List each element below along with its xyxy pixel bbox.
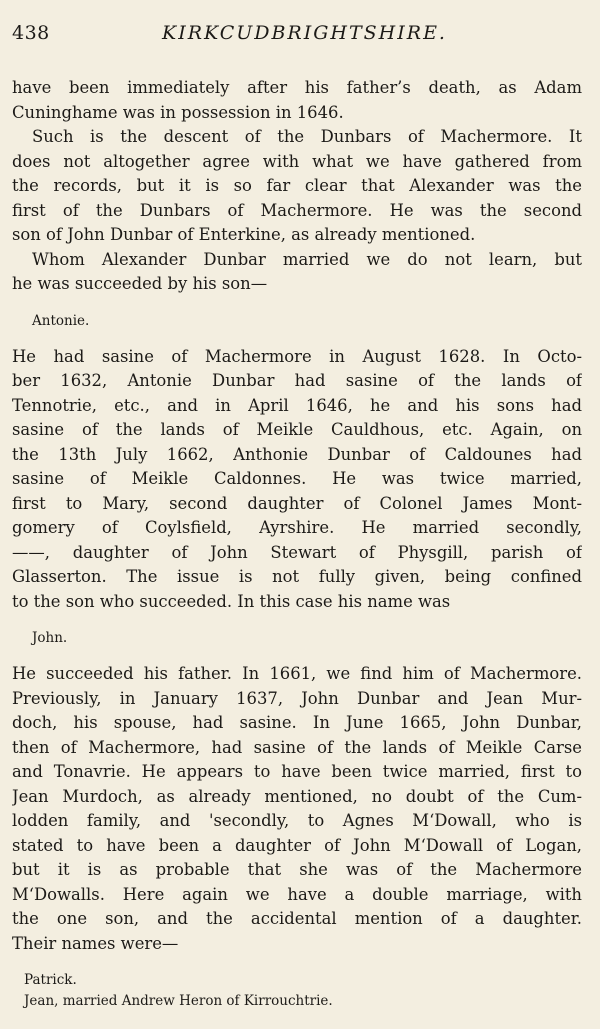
heading-antonie: Antonie.: [32, 312, 90, 329]
text-line: M‘Dowalls. Here again we have a double marriage, with: [12, 884, 582, 904]
paragraph-4: [12, 345, 582, 615]
text-line: ber 1632, Antonie Dunbar had sasine of the lands of: [12, 371, 582, 390]
text-line: Glasserton. The issue is not fully given, being confined: [12, 567, 582, 586]
page-header: [12, 22, 586, 50]
page-number: 438: [12, 22, 50, 44]
page-body: [12, 76, 582, 1012]
text-line: the records, but it is so far clear that Alexander was the: [12, 176, 582, 195]
text-line: Tennotrie, etc., and in April 1646, he and his sons had: [12, 395, 582, 415]
text-line: doch, his spouse, had sasine. In June 1665, John Dunbar,: [12, 713, 582, 732]
text-line: Cuninghame was in possession in 1646.: [12, 102, 344, 122]
text-line: Their names were—: [12, 933, 179, 953]
running-head: KIRKCUDBRIGHTSHIRE.: [162, 22, 447, 44]
text-line: the one son, and the accidental mention of a daughter.: [12, 909, 582, 928]
text-line: first to Mary, second daughter of Colonel James Mont-: [12, 493, 582, 513]
paragraph-3: [12, 248, 582, 297]
children-list: [12, 970, 582, 1012]
text-line: but it is as probable that she was of the Machermore: [12, 860, 582, 879]
paragraph-2: [12, 125, 582, 248]
text-line: lodden family, and 'secondly, to Agnes M‘Dowall, who is: [12, 811, 582, 830]
text-line: the 13th July 1662, Anthonie Dunbar of Caldounes had: [12, 444, 582, 464]
child-entry: Jean, married Andrew Heron of Kirrouchtrie.: [24, 993, 333, 1009]
text-line: sasine of the lands of Meikle Cauldhous, etc. Again, on: [12, 420, 582, 439]
child-entry: Patrick.: [24, 972, 77, 988]
text-line: then of Machermore, had sasine of the lands of Meikle Carse: [12, 737, 582, 757]
text-line: he was succeeded by his son—: [12, 274, 268, 293]
text-line: first of the Dunbars of Machermore. He was the second: [12, 200, 582, 220]
text-line: Previously, in January 1637, John Dunbar and Jean Mur-: [12, 688, 582, 708]
text-line: son of John Dunbar of Enterkine, as already mentioned.: [12, 225, 476, 244]
text-line: gomery of Coylsfield, Ayrshire. He married secondly,: [12, 518, 582, 537]
text-line: sasine of Meikle Caldonnes. He was twice married,: [12, 469, 582, 488]
text-line: and Tonavrie. He appears to have been twice married, first to: [12, 762, 582, 781]
text-line: Jean Murdoch, as already mentioned, no doubt of the Cum-: [12, 786, 582, 806]
paragraph-5: [12, 662, 582, 956]
text-line: He succeeded his father. In 1661, we find him of Machermore.: [12, 664, 582, 683]
paragraph-1: [12, 76, 582, 125]
text-line: stated to have been a daughter of John M‘Dowall of Logan,: [12, 835, 582, 855]
text-line: have been immediately after his father’s death, as Adam: [12, 78, 582, 97]
text-line: Whom Alexander Dunbar married we do not learn, but: [32, 249, 582, 269]
text-line: Such is the descent of the Dunbars of Machermore. It: [32, 127, 582, 146]
text-line: to the son who succeeded. In this case his name was: [12, 591, 451, 611]
heading-john: John.: [32, 630, 68, 646]
text-line: ——, daughter of John Stewart of Physgill, parish of: [12, 542, 582, 562]
text-line: does not altogether agree with what we have gathered from: [12, 151, 582, 171]
text-line: He had sasine of Machermore in August 1628. In Octo-: [12, 346, 582, 366]
